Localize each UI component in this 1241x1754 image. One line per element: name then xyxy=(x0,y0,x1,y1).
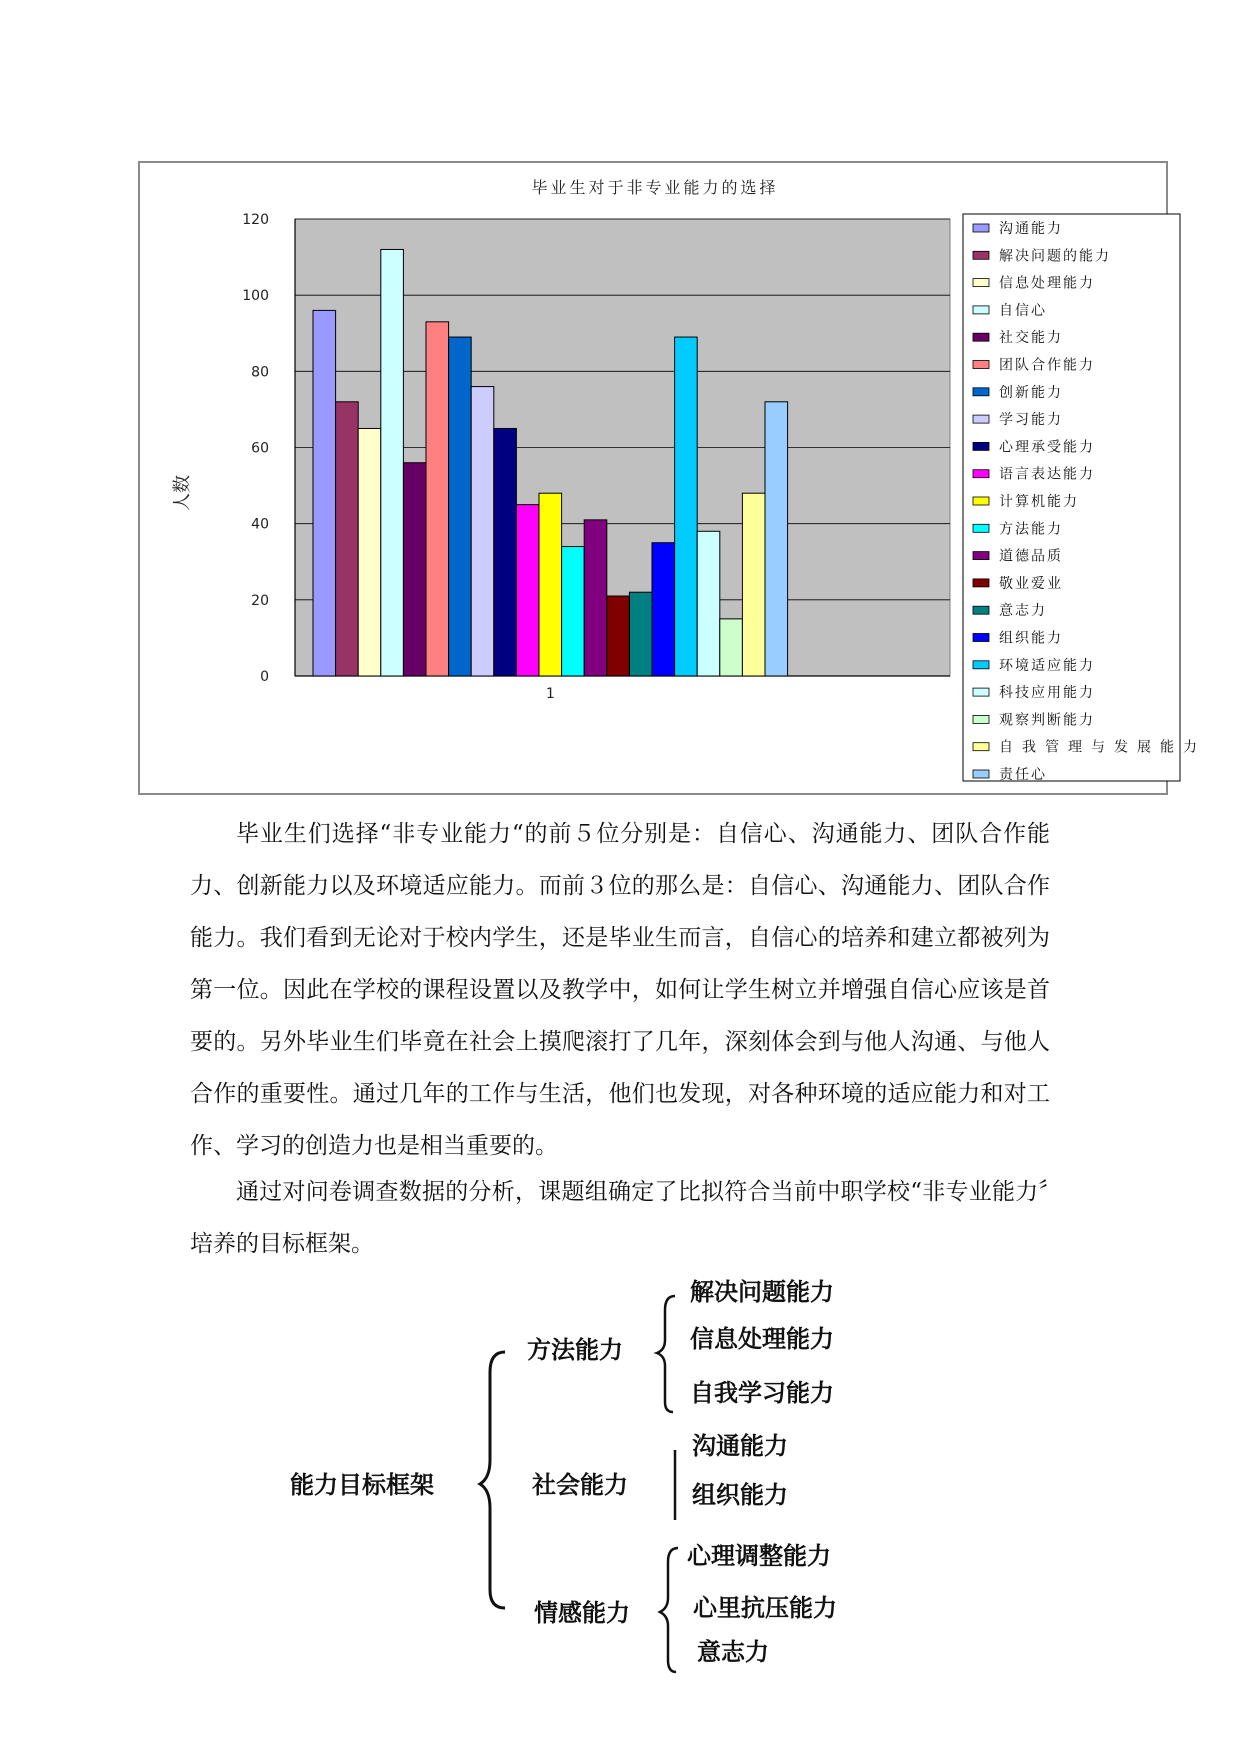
legend-label: 责任心 xyxy=(999,767,1047,783)
framework-item: 心理调整能力 xyxy=(687,1542,831,1570)
framework-item: 组织能力 xyxy=(692,1481,788,1509)
legend-label: 环境适应能力 xyxy=(999,657,1095,674)
legend-swatch xyxy=(973,470,989,478)
legend-label: 心理承受能力 xyxy=(999,439,1095,456)
framework-item: 自我学习能力 xyxy=(690,1379,834,1407)
legend-swatch xyxy=(973,361,989,369)
legend-swatch xyxy=(973,224,989,232)
legend-label: 信息处理能力 xyxy=(999,275,1095,292)
legend-swatch xyxy=(973,715,989,723)
legend-swatch xyxy=(973,497,989,505)
legend-label: 自信心 xyxy=(999,302,1047,319)
legend-label: 语言表达能力 xyxy=(999,466,1095,483)
framework-group-emotion: 情感能力 xyxy=(534,1599,630,1627)
method-brace xyxy=(657,1296,675,1412)
y-tick-label: 80 xyxy=(251,364,269,381)
bar xyxy=(471,387,494,676)
paragraph-framework-intro: 通过对问卷调查数据的分析，课题组确定了比拟符合当前中职学校“非专业能力〞培养的目标框架。 xyxy=(190,1179,1050,1257)
legend-swatch xyxy=(973,552,989,560)
legend-swatch xyxy=(973,579,989,587)
bar xyxy=(675,337,698,676)
bar xyxy=(336,402,359,676)
legend-label: 敬业爱业 xyxy=(999,575,1063,592)
paragraph-analysis: 毕业生们选择“非专业能力“的前５位分别是：自信心、沟通能力、团队合作能力、创新能力以及环境适应能力。而前３位的那么是：自信心、沟通能力、团队合作能力。我们看到无论对于校内学生，还是毕业生而言，自信心的培养和建立都被列为第一位。因此在学校的课程设置以及教学中，如何让学生树立并增强自信心应该是首要的。另外毕业生们毕竟在社会上摸爬滚打了几年，深刻体会到与他人沟通、与他人合作的重要性。通过几年的工作与生活，他们也发现，对各种环境的适应能力和对工作、学习的创造力也是相当重要的。 xyxy=(190,821,1050,1159)
framework-root-label: 能力目标框架 xyxy=(290,1471,434,1499)
bar xyxy=(494,428,517,676)
bar xyxy=(449,337,472,676)
bar xyxy=(403,463,426,676)
legend-swatch xyxy=(973,606,989,614)
y-tick-label: 40 xyxy=(251,516,269,533)
legend-swatch xyxy=(973,415,989,423)
x-tick-label: 1 xyxy=(545,686,555,702)
framework-group-social: 社会能力 xyxy=(532,1471,628,1499)
framework-group-method: 方法能力 xyxy=(527,1336,623,1364)
framework-item: 意志力 xyxy=(697,1638,769,1666)
legend-label: 创新能力 xyxy=(999,384,1063,401)
legend-swatch xyxy=(973,306,989,314)
legend-swatch xyxy=(973,388,989,396)
bar xyxy=(313,310,336,676)
framework-item: 沟通能力 xyxy=(692,1432,788,1460)
bar xyxy=(426,322,449,676)
framework-item: 信息处理能力 xyxy=(690,1325,834,1353)
legend-label: 沟通能力 xyxy=(999,221,1063,237)
bar-chart-frame xyxy=(138,161,1199,795)
bar xyxy=(516,505,539,676)
y-tick-label: 120 xyxy=(242,212,269,228)
bar xyxy=(720,619,743,676)
legend-swatch xyxy=(973,442,989,450)
legend-swatch xyxy=(973,770,989,778)
bar xyxy=(629,592,652,676)
bar xyxy=(562,547,585,676)
legend-label: 科技应用能力 xyxy=(999,685,1095,702)
legend-label: 意志力 xyxy=(999,603,1047,620)
legend-label: 解决问题的能力 xyxy=(999,248,1111,265)
legend-swatch xyxy=(973,333,989,341)
legend-label: 道德品质 xyxy=(999,548,1063,565)
legend-label: 计算机能力 xyxy=(999,494,1079,510)
bar xyxy=(584,520,607,676)
legend-label: 观察判断能力 xyxy=(999,712,1095,729)
y-tick-label: 100 xyxy=(242,288,269,305)
bar xyxy=(381,249,404,676)
legend-swatch xyxy=(973,743,989,751)
bar-chart xyxy=(140,163,1199,797)
y-axis-label: 人数 xyxy=(172,475,193,511)
bar xyxy=(697,531,720,676)
legend-label: 方法能力 xyxy=(999,521,1063,538)
y-tick-label: 20 xyxy=(251,592,269,609)
bar xyxy=(652,543,675,676)
bar xyxy=(539,493,562,676)
legend-label: 组织能力 xyxy=(999,630,1063,647)
bar xyxy=(765,402,788,676)
bar xyxy=(358,428,381,676)
framework-item: 心里抗压能力 xyxy=(693,1594,837,1622)
legend-swatch xyxy=(973,634,989,642)
legend-label: 自我管理与发展能力 xyxy=(999,739,1199,756)
legend-swatch xyxy=(973,688,989,696)
emotion-brace xyxy=(660,1548,678,1672)
bar xyxy=(607,596,630,676)
legend-label: 学习能力 xyxy=(999,412,1063,429)
legend-label: 社交能力 xyxy=(999,330,1063,347)
chart-legend xyxy=(963,214,1199,783)
y-tick-label: 0 xyxy=(260,669,269,685)
bar xyxy=(742,493,765,676)
y-tick-label: 60 xyxy=(251,440,269,457)
legend-swatch xyxy=(973,524,989,532)
chart-title: 毕业生对于非专业能力的选择 xyxy=(531,178,779,197)
root-brace xyxy=(480,1352,505,1608)
framework-item: 解决问题能力 xyxy=(690,1278,834,1306)
legend-swatch xyxy=(973,251,989,259)
legend-swatch xyxy=(973,661,989,669)
legend-label: 团队合作能力 xyxy=(999,357,1095,374)
legend-swatch xyxy=(973,279,989,287)
